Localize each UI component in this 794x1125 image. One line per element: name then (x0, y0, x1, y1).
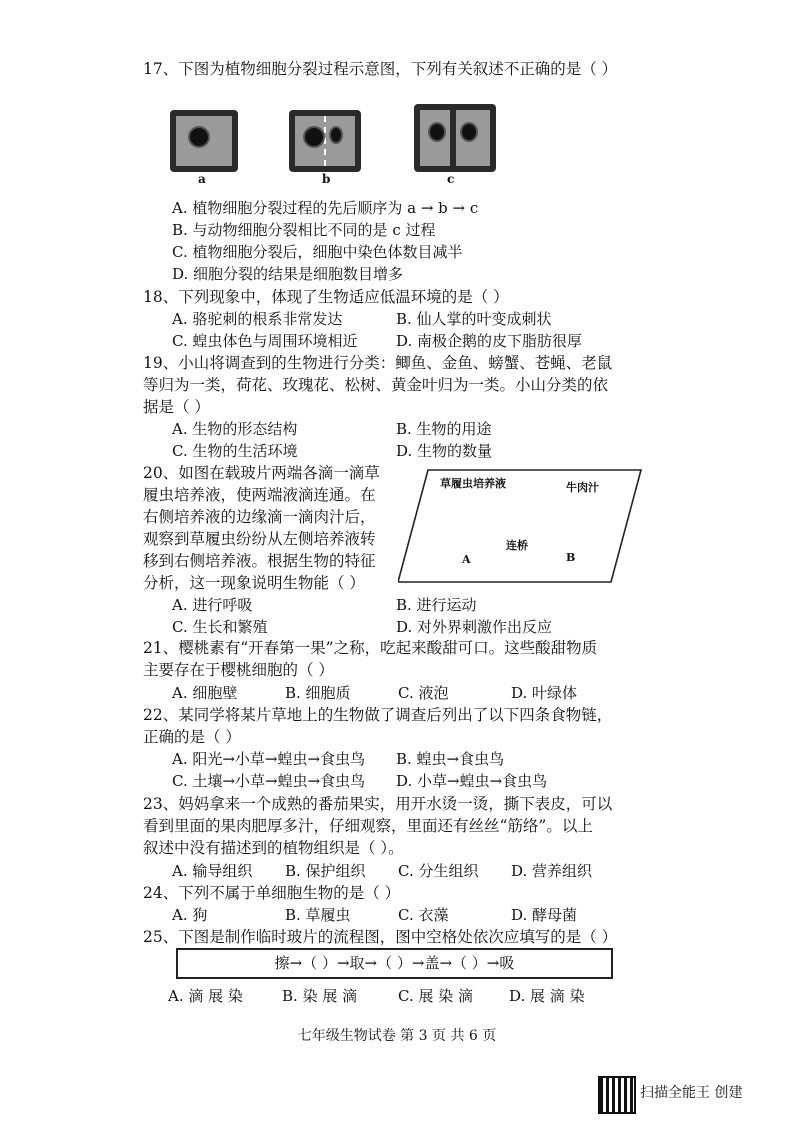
nucleus-b1 (303, 126, 325, 148)
q19-option-b: B. 生物的用途 (396, 420, 492, 438)
slide-label-a: A (462, 553, 471, 566)
q18-option-b: B. 仙人掌的叶变成刺状 (396, 310, 552, 328)
q20-option-d: D. 对外界刺激作出反应 (396, 618, 553, 636)
q17-option-a: A. 植物细胞分裂过程的先后顺序为 a → b → c (172, 199, 479, 217)
q18-stem: 18、下列现象中，体现了生物适应低温环境的是（ ） (143, 288, 509, 306)
scanner-watermark: 扫描全能王 创建 (640, 1085, 743, 1101)
q22-line2: 正确的是（ ） (143, 728, 241, 746)
slide-label-culture: 草履虫培养液 (440, 477, 506, 490)
q25-option-d: D. 展 滴 染 (509, 987, 585, 1005)
cell-b-divider (324, 116, 326, 166)
q20-line2: 履虫培养液，使两端液滴连通。在 (143, 486, 376, 504)
q19-line1: 19、小山将调查到的生物进行分类：鲫鱼、金鱼、螃蟹、苍蝇、老鼠 (143, 354, 613, 372)
q20-line1: 20、如图在载玻片两端各滴一滴草 (143, 464, 380, 482)
q19-line2: 等归为一类，荷花、玫瑰花、松树、黄金叶归为一类。小山分类的依 (143, 376, 609, 394)
q23-option-a: A. 输导组织 (172, 862, 253, 880)
figure-label-a: a (198, 172, 206, 186)
q17-option-c: C. 植物细胞分裂后，细胞中染色体数目减半 (172, 243, 463, 261)
page-footer: 七年级生物试卷 第 3 页 共 6 页 (297, 1028, 497, 1044)
q21-option-a: A. 细胞壁 (172, 684, 238, 702)
q22-option-c: C. 土壤→小草→蝗虫→食虫鸟 (172, 772, 366, 790)
q23-option-d: D. 营养组织 (511, 862, 593, 880)
q20-line5: 移到右侧培养液。根据生物的特征 (143, 552, 376, 570)
nucleus-c1 (428, 122, 446, 142)
q24-option-c: C. 衣藻 (398, 906, 449, 924)
q22-option-b: B. 蝗虫→食虫鸟 (396, 750, 505, 768)
q23-line2: 看到里面的果肉肥厚多汁，仔细观察，里面还有丝丝“筋络”。以上 (143, 817, 593, 835)
q18-option-a: A. 骆驼刺的根系非常发达 (172, 310, 343, 328)
q19-option-c: C. 生物的生活环境 (172, 442, 298, 460)
slide-label-b: B (566, 551, 576, 564)
nucleus-c2 (460, 122, 478, 142)
slide-procedure-flowchart: 擦→（ ）→取→（ ）→盖→（ ）→吸 (176, 948, 613, 979)
q21-option-b: B. 细胞质 (285, 684, 351, 702)
q20-line6: 分析，这一现象说明生物能（ ） (143, 574, 365, 592)
q21-option-d: D. 叶绿体 (511, 684, 578, 702)
q22-option-a: A. 阳光→小草→蝗虫→食虫鸟 (172, 750, 366, 768)
q21-option-c: C. 液泡 (398, 684, 449, 702)
figure-label-b: b (322, 172, 331, 186)
q21-line2: 主要存在于樱桃细胞的（ ） (143, 661, 334, 679)
q24-option-a: A. 狗 (172, 906, 208, 924)
q24-option-b: B. 草履虫 (285, 906, 351, 924)
q19-option-a: A. 生物的形态结构 (172, 420, 298, 438)
qr-code-icon (598, 1076, 636, 1114)
q25-option-c: C. 展 染 滴 (398, 987, 474, 1005)
nucleus-b2 (329, 126, 343, 144)
q17-stem: 17、下图为植物细胞分裂过程示意图，下列有关叙述不正确的是（ ） (143, 60, 618, 78)
figure-label-c: c (447, 172, 455, 186)
slide-label-broth: 牛肉汁 (566, 481, 599, 494)
q22-option-d: D. 小草→蝗虫→食虫鸟 (396, 772, 548, 790)
q17-option-d: D. 细胞分裂的结果是细胞数目增多 (172, 265, 404, 283)
q24-stem: 24、下列不属于单细胞生物的是（ ） (143, 884, 401, 902)
q25-option-b: B. 染 展 滴 (282, 987, 358, 1005)
q25-option-a: A. 滴 展 染 (168, 987, 243, 1005)
q23-line3: 叙述中没有描述到的植物组织是（ ）。 (143, 839, 404, 857)
q23-option-b: B. 保护组织 (285, 862, 366, 880)
q17-option-b: B. 与动物细胞分裂相比不同的是 c 过程 (172, 221, 436, 239)
q19-option-d: D. 生物的数量 (396, 442, 493, 460)
slide-label-bridge: 连桥 (506, 539, 528, 552)
slide-figure (398, 465, 644, 587)
q21-line1: 21、樱桃素有“开春第一果”之称，吃起来酸甜可口。这些酸甜物质 (143, 639, 598, 657)
q20-option-a: A. 进行呼吸 (172, 596, 253, 614)
q23-line1: 23、妈妈拿来一个成熟的番茄果实，用开水烫一烫，撕下表皮，可以 (143, 795, 613, 813)
q25-stem: 25、下图是制作临时玻片的流程图，图中空格处依次应填写的是（ ） (143, 928, 618, 946)
q24-option-d: D. 酵母菌 (511, 906, 578, 924)
q20-line3: 右侧培养液的边缘滴一滴肉汁后， (143, 508, 376, 526)
q22-line1: 22、某同学将某片草地上的生物做了调查后列出了以下四条食物链， (143, 706, 613, 724)
q23-option-c: C. 分生组织 (398, 862, 479, 880)
q18-option-c: C. 蝗虫体色与周围环境相近 (172, 332, 358, 350)
q18-option-d: D. 南极企鹅的皮下脂肪很厚 (396, 332, 583, 350)
q20-line4: 观察到草履虫纷纷从左侧培养液转 (143, 530, 376, 548)
slide-outline (398, 465, 644, 587)
q19-line3: 据是（ ） (143, 398, 210, 416)
q20-option-b: B. 进行运动 (396, 596, 477, 614)
q20-option-c: C. 生长和繁殖 (172, 618, 268, 636)
nucleus-a (188, 126, 210, 148)
